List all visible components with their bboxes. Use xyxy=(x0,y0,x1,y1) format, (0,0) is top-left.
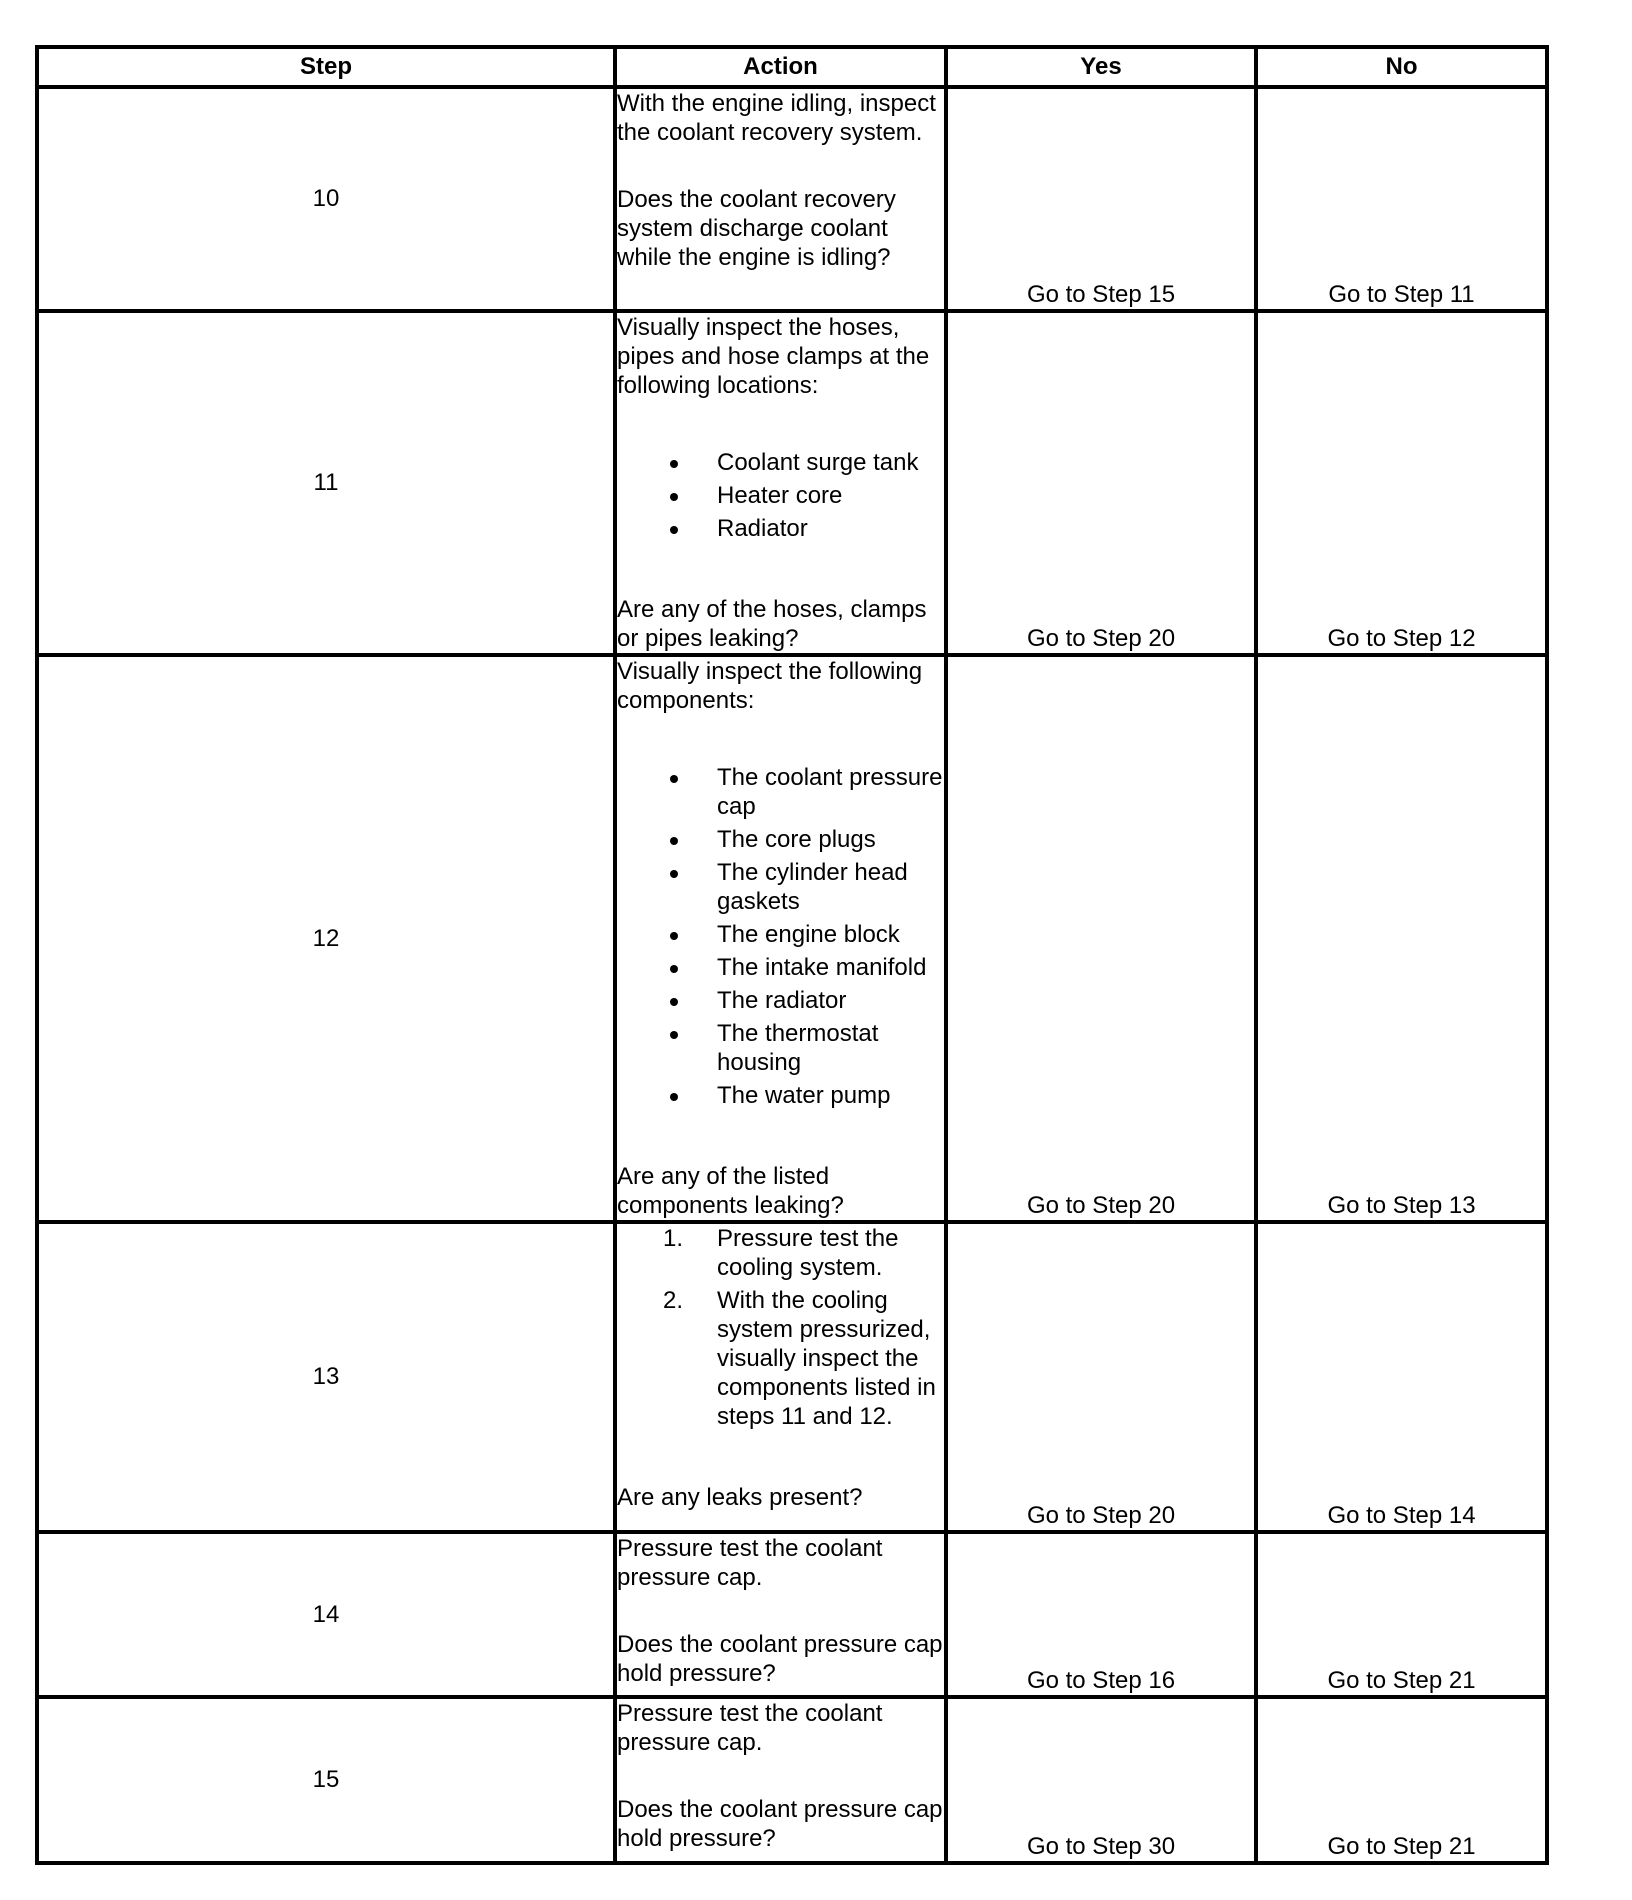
action-question: Does the coolant pressure cap hold pressure? xyxy=(617,1631,943,1687)
bullet-list xyxy=(617,763,944,1110)
step-number: 15 xyxy=(37,1697,615,1863)
action-question: Are any of the hoses, clamps or pipes leaking? xyxy=(617,596,927,652)
action-cell xyxy=(615,1532,946,1697)
header-yes: Yes xyxy=(946,47,1256,87)
action-intro: Visually inspect the hoses, pipes and hose clamps at the following locations: xyxy=(617,314,930,399)
action-cell xyxy=(615,311,946,655)
action-question: Are any of the listed components leaking? xyxy=(617,1163,844,1219)
action-cell xyxy=(615,87,946,311)
action-cell xyxy=(615,1697,946,1863)
list-item: Radiator xyxy=(617,514,944,543)
action-intro: Pressure test the coolant pressure cap. xyxy=(617,1700,883,1756)
bullet-icon xyxy=(670,775,678,783)
list-item: 1. Pressure test the cooling system. xyxy=(617,1224,944,1282)
no-result: Go to Step 13 xyxy=(1256,655,1547,1222)
no-result: Go to Step 21 xyxy=(1256,1532,1547,1697)
header-action: Action xyxy=(615,47,946,87)
list-item: The core plugs xyxy=(617,825,944,854)
header-row xyxy=(37,47,1547,87)
list-item: The engine block xyxy=(617,920,944,949)
bullet-icon xyxy=(670,870,678,878)
action-intro: With the engine idling, inspect the coolant recovery system. xyxy=(617,90,936,146)
step-number: 13 xyxy=(37,1222,615,1532)
action-question: Does the coolant pressure cap hold pressure? xyxy=(617,1796,943,1852)
list-item: The cylinder head gaskets xyxy=(617,858,944,916)
table-row xyxy=(37,311,1547,655)
table-row xyxy=(37,1222,1547,1532)
bullet-icon xyxy=(670,493,678,501)
action-cell xyxy=(615,1222,946,1532)
bullet-icon xyxy=(670,998,678,1006)
list-item: Coolant surge tank xyxy=(617,448,944,477)
yes-result: Go to Step 15 xyxy=(946,87,1256,311)
bullet-icon xyxy=(670,1031,678,1039)
bullet-icon xyxy=(670,932,678,940)
bullet-icon xyxy=(670,965,678,973)
yes-result: Go to Step 20 xyxy=(946,655,1256,1222)
yes-result: Go to Step 16 xyxy=(946,1532,1256,1697)
header-no: No xyxy=(1256,47,1547,87)
step-number: 14 xyxy=(37,1532,615,1697)
bullet-icon xyxy=(670,460,678,468)
yes-result: Go to Step 20 xyxy=(946,311,1256,655)
list-item: The water pump xyxy=(617,1081,944,1110)
no-result: Go to Step 21 xyxy=(1256,1697,1547,1863)
table-row xyxy=(37,1532,1547,1697)
list-number: 2. xyxy=(663,1287,684,1314)
yes-result: Go to Step 30 xyxy=(946,1697,1256,1863)
action-intro: Pressure test the coolant pressure cap. xyxy=(617,1535,883,1591)
list-item: 2. With the cooling system pressurized, visually inspect the components listed in steps 11 and 12. xyxy=(617,1286,944,1431)
step-number: 12 xyxy=(37,655,615,1222)
action-cell xyxy=(615,655,946,1222)
bullet-icon xyxy=(670,1093,678,1101)
header-step: Step xyxy=(37,47,615,87)
bullet-icon xyxy=(670,526,678,534)
table-row xyxy=(37,87,1547,311)
list-number: 1. xyxy=(663,1225,684,1252)
no-result: Go to Step 14 xyxy=(1256,1222,1547,1532)
bullet-list xyxy=(617,448,944,543)
yes-result: Go to Step 20 xyxy=(946,1222,1256,1532)
action-question: Are any leaks present? xyxy=(617,1484,863,1511)
action-intro: Visually inspect the following components: xyxy=(617,658,923,714)
list-item: Heater core xyxy=(617,481,944,510)
list-item: The thermostat housing xyxy=(617,1019,944,1077)
list-item: The radiator xyxy=(617,986,944,1015)
table-row xyxy=(37,1697,1547,1863)
list-item: The coolant pressure cap xyxy=(617,763,944,821)
step-number: 11 xyxy=(37,311,615,655)
diagnostic-table xyxy=(35,45,1549,1865)
list-item: The intake manifold xyxy=(617,953,944,982)
numbered-list xyxy=(617,1224,944,1431)
step-number: 10 xyxy=(37,87,615,311)
action-question: Does the coolant recovery system discharge coolant while the engine is idling? xyxy=(617,186,896,271)
no-result: Go to Step 12 xyxy=(1256,311,1547,655)
bullet-icon xyxy=(670,837,678,845)
table-row xyxy=(37,655,1547,1222)
no-result: Go to Step 11 xyxy=(1256,87,1547,311)
